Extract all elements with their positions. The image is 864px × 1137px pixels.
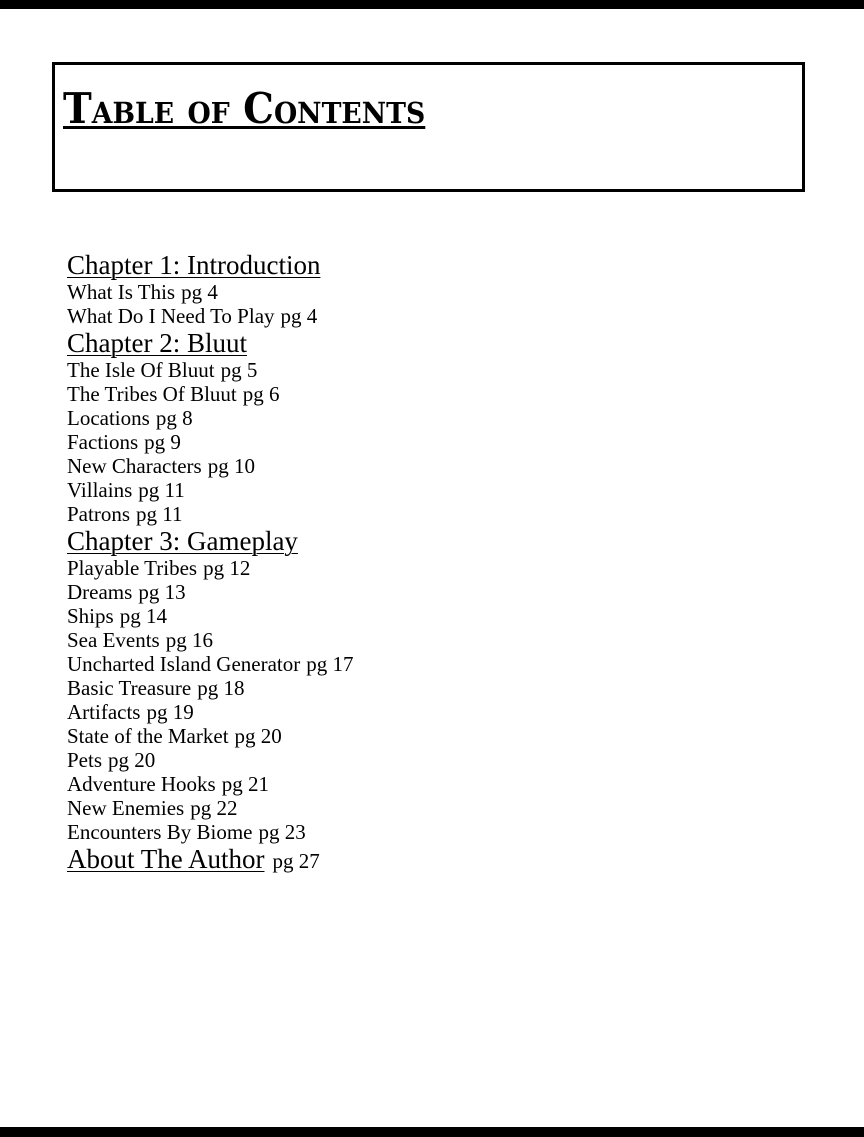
page-title: Table of Contents — [63, 84, 426, 133]
toc-entry[interactable] — [67, 604, 767, 628]
entry-page: pg 6 — [242, 382, 280, 406]
entry-page: pg 17 — [306, 652, 354, 676]
entry-page: pg 20 — [108, 748, 156, 772]
toc-entry[interactable] — [67, 652, 767, 676]
entry-label: Artifacts — [67, 700, 141, 724]
title-box — [52, 62, 805, 192]
toc-entry[interactable] — [67, 628, 767, 652]
entry-label: Sea Events — [67, 628, 160, 652]
toc-entry[interactable] — [67, 382, 767, 406]
entry-page: pg 4 — [181, 280, 218, 304]
toc-entry[interactable] — [67, 454, 767, 478]
table-of-contents — [67, 250, 767, 874]
toc-entry[interactable] — [67, 580, 767, 604]
entry-page: pg 23 — [258, 820, 306, 844]
entry-label: Locations — [67, 406, 150, 430]
entry-label: The Tribes Of Bluut — [67, 382, 237, 406]
entry-page: pg 14 — [119, 604, 167, 628]
toc-entry[interactable] — [67, 724, 767, 748]
entry-page: pg 9 — [144, 430, 181, 454]
entry-page: pg 11 — [136, 502, 183, 526]
entry-page: pg 19 — [146, 700, 194, 724]
toc-entry[interactable] — [67, 406, 767, 430]
entry-page: pg 13 — [138, 580, 186, 604]
entry-label: Adventure Hooks — [67, 772, 216, 796]
entry-label: Encounters By Biome — [67, 820, 253, 844]
entry-label: Villains — [67, 478, 133, 502]
toc-entry[interactable] — [67, 796, 767, 820]
entry-label: Patrons — [67, 502, 130, 526]
bottom-border-bar — [0, 1127, 864, 1137]
entry-label: Uncharted Island Generator — [67, 652, 301, 676]
toc-entry[interactable] — [67, 748, 767, 772]
toc-entry[interactable] — [67, 772, 767, 796]
entry-label: New Characters — [67, 454, 202, 478]
top-border-bar — [0, 0, 864, 9]
chapter-title: Chapter 3: Gameplay — [67, 526, 298, 556]
chapter-heading-2[interactable] — [67, 328, 767, 358]
entry-page: pg 4 — [280, 304, 318, 328]
chapter-heading-3[interactable] — [67, 526, 767, 556]
about-the-author-heading[interactable] — [67, 844, 767, 874]
toc-entry[interactable] — [67, 502, 767, 526]
chapter-heading-1[interactable] — [67, 250, 767, 280]
toc-entry[interactable] — [67, 358, 767, 382]
entry-page: pg 12 — [203, 556, 251, 580]
toc-entry[interactable] — [67, 304, 767, 328]
toc-entry[interactable] — [67, 556, 767, 580]
entry-label: New Enemies — [67, 796, 185, 820]
entry-label: State of the Market — [67, 724, 229, 748]
entry-page: pg 21 — [221, 772, 269, 796]
about-page: pg 27 — [272, 849, 320, 873]
entry-label: Pets — [67, 748, 103, 772]
toc-entry[interactable] — [67, 280, 767, 304]
entry-page: pg 16 — [165, 628, 213, 652]
toc-entry[interactable] — [67, 430, 767, 454]
entry-label: Dreams — [67, 580, 133, 604]
entry-page: pg 8 — [155, 406, 193, 430]
toc-entry[interactable] — [67, 700, 767, 724]
entry-label: Factions — [67, 430, 139, 454]
toc-entry[interactable] — [67, 820, 767, 844]
entry-label: The Isle Of Bluut — [67, 358, 215, 382]
toc-entry[interactable] — [67, 676, 767, 700]
entry-label: Ships — [67, 604, 114, 628]
chapter-title: Chapter 2: Bluut — [67, 328, 247, 358]
entry-label: Basic Treasure — [67, 676, 192, 700]
about-title: About The Author — [67, 844, 265, 874]
entry-label: What Is This — [67, 280, 176, 304]
entry-page: pg 5 — [220, 358, 258, 382]
entry-page: pg 20 — [234, 724, 282, 748]
toc-entry[interactable] — [67, 478, 767, 502]
entry-label: Playable Tribes — [67, 556, 198, 580]
chapter-title: Chapter 1: Introduction — [67, 250, 321, 280]
entry-label: What Do I Need To Play — [67, 304, 275, 328]
entry-page: pg 22 — [190, 796, 238, 820]
entry-page: pg 11 — [138, 478, 185, 502]
entry-page: pg 18 — [197, 676, 245, 700]
entry-page: pg 10 — [207, 454, 255, 478]
